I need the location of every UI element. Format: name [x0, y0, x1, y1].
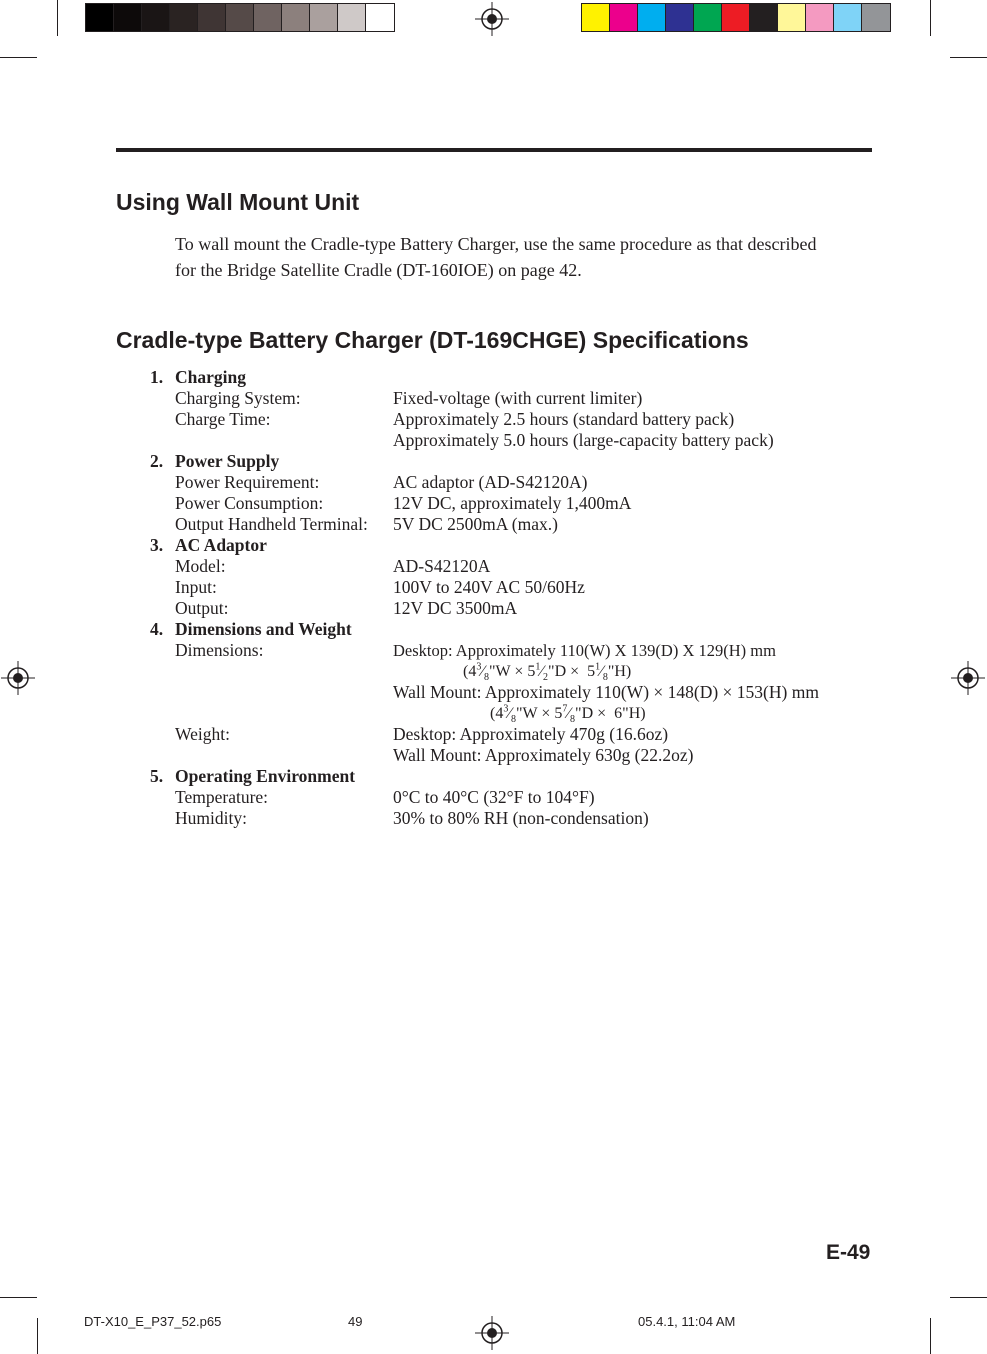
- inch-dimensions-desktop: ($4^3⁄_8"W$ × $5^1⁄_2"D$ × $5^1⁄_8"H$): [463, 661, 632, 684]
- header-rule: [116, 148, 872, 152]
- spec-label: Model:: [175, 556, 226, 576]
- process-color-swatch: [582, 4, 610, 31]
- process-color-swatch: [694, 4, 722, 31]
- spec-value: 30% to 80% RH (non-condensation): [393, 808, 649, 828]
- process-color-swatch: [638, 4, 666, 31]
- process-color-swatch: [778, 4, 806, 31]
- spec-value: AC adaptor (AD-S42120A): [393, 472, 588, 492]
- slug-filename: DT-X10_E_P37_52.p65: [84, 1314, 222, 1329]
- gray-swatch: [282, 4, 310, 31]
- spec-value: 5V DC 2500mA (max.): [393, 514, 558, 534]
- spec-value: 12V DC 3500mA: [393, 598, 518, 618]
- spec-label: Charging System:: [175, 388, 301, 408]
- registration-mark-left-icon: [1, 661, 35, 695]
- gray-swatch: [366, 4, 394, 31]
- crop-mark-bl-v: [37, 1318, 38, 1354]
- registration-mark-top-icon: [475, 2, 509, 36]
- spec-label: Output:: [175, 598, 229, 618]
- spec-value: AD-S42120A: [393, 556, 491, 576]
- spec-value: 0°C to 40°C (32°F to 104°F): [393, 787, 595, 807]
- spec-value: Fixed-voltage (with current limiter): [393, 388, 643, 408]
- crop-mark-bl-h: [0, 1297, 37, 1298]
- gray-swatch: [114, 4, 142, 31]
- gray-swatch: [142, 4, 170, 31]
- gray-swatch: [310, 4, 338, 31]
- gray-swatch: [198, 4, 226, 31]
- spec-item-heading: Dimensions and Weight: [175, 619, 352, 639]
- spec-value: Desktop: Approximately 110(W) X 139(D) X 129(H) mm: [393, 641, 776, 660]
- slug-timestamp: 05.4.1, 11:04 AM: [638, 1314, 736, 1329]
- process-color-bar: [581, 3, 891, 32]
- section-title-wall-mount: Using Wall Mount Unit: [116, 189, 360, 215]
- spec-label: Power Consumption:: [175, 493, 324, 513]
- spec-label: Charge Time:: [175, 409, 271, 429]
- process-color-swatch: [722, 4, 750, 31]
- registration-mark-right-icon: [951, 661, 985, 695]
- crop-mark-tl-v: [57, 0, 58, 36]
- crop-mark-tr-h: [950, 57, 987, 58]
- inch-dimensions-wall: ($4^3⁄_8"W$ × $5^7⁄_8"D$ × 6"H): [490, 703, 646, 726]
- crop-mark-br-v: [930, 1318, 931, 1354]
- spec-label: Power Requirement:: [175, 472, 320, 492]
- spec-item-heading: AC Adaptor: [175, 535, 267, 555]
- spec-item-number: 5.: [150, 766, 164, 786]
- gray-color-bar: [85, 3, 395, 32]
- spec-item-heading: Charging: [175, 367, 246, 387]
- wall-mount-paragraph: To wall mount the Cradle-type Battery Charger, use the same procedure as that described for the Bridge Satellite Cradle (DT-160IOE) on page 42.: [175, 234, 817, 280]
- process-color-swatch: [834, 4, 862, 31]
- spec-value: Approximately 5.0 hours (large-capacity battery pack): [393, 430, 774, 450]
- process-color-swatch: [750, 4, 778, 31]
- spec-value: 12V DC, approximately 1,400mA: [393, 493, 632, 513]
- spec-label: Weight:: [175, 724, 230, 744]
- page-number: E-49: [826, 1241, 871, 1264]
- gray-swatch: [254, 4, 282, 31]
- spec-value: Desktop: Approximately 470g (16.6oz): [393, 724, 669, 744]
- crop-mark-tl-h: [0, 57, 37, 58]
- spec-item-heading: Power Supply: [175, 451, 280, 471]
- spec-item-number: 3.: [150, 535, 164, 555]
- spec-label: Output Handheld Terminal:: [175, 514, 368, 534]
- crop-mark-br-h: [950, 1297, 987, 1298]
- spec-item-heading: Operating Environment: [175, 766, 356, 786]
- gray-swatch: [338, 4, 366, 31]
- spec-item-number: 2.: [150, 451, 164, 471]
- spec-label: Dimensions:: [175, 640, 264, 660]
- process-color-swatch: [666, 4, 694, 31]
- crop-mark-tr-v: [930, 0, 931, 36]
- spec-value: Wall Mount: Approximately 110(W) × 148(D) × 153(H) mm: [393, 682, 819, 702]
- spec-label: Input:: [175, 577, 217, 597]
- spec-label: Humidity:: [175, 808, 247, 828]
- spec-value: 100V to 240V AC 50/60Hz: [393, 577, 585, 597]
- slug-page: 49: [348, 1314, 363, 1329]
- process-color-swatch: [862, 4, 890, 31]
- spec-value: Wall Mount: Approximately 630g (22.2oz): [393, 745, 694, 765]
- registration-mark-bottom-icon: [475, 1316, 509, 1350]
- section-title-specifications: Cradle-type Battery Charger (DT-169CHGE) Specifications: [116, 327, 749, 353]
- spec-item-number: 1.: [150, 367, 164, 387]
- spec-value: Approximately 2.5 hours (standard battery pack): [393, 409, 735, 429]
- spec-label: Temperature:: [175, 787, 269, 807]
- gray-swatch: [86, 4, 114, 31]
- process-color-swatch: [806, 4, 834, 31]
- process-color-swatch: [610, 4, 638, 31]
- gray-swatch: [170, 4, 198, 31]
- gray-swatch: [226, 4, 254, 31]
- spec-item-number: 4.: [150, 619, 164, 639]
